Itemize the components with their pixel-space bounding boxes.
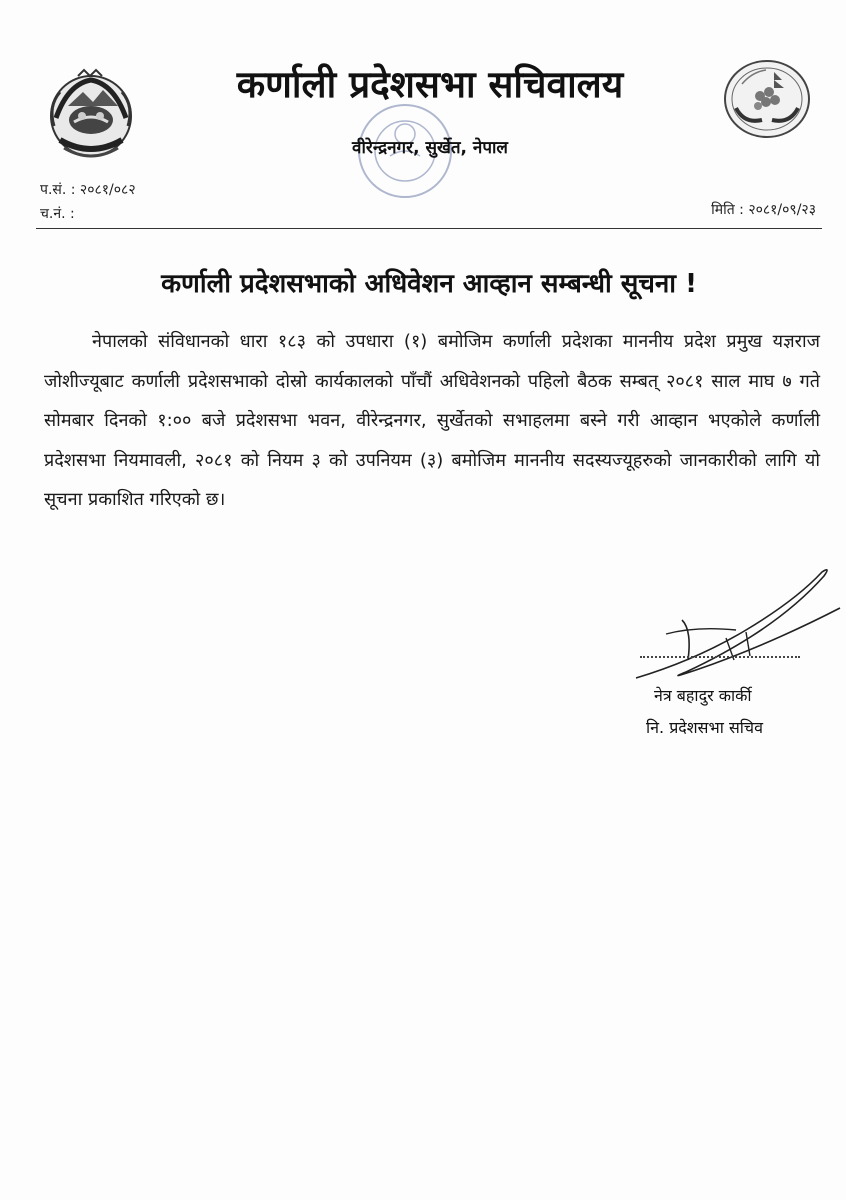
signatory-title: नि. प्रदेशसभा सचिव bbox=[646, 718, 763, 737]
nepal-government-emblem-icon bbox=[38, 66, 144, 166]
notice-date: मिति : २०८१/०९/२३ bbox=[711, 202, 816, 218]
notice-body: नेपालको संविधानको धारा १८३ को उपधारा (१) बमोजिम कर्णाली प्रदेशका माननीय प्रदेश प्रमुख यज्ञराज जोशीज्यूबाट कर्णाली प्रदेशसभाको दोस्रो कार्यकालको पाँचौं अधिवेशनको पहिलो बैठक सम्बत् २०८१ साल माघ ७ गते सोमबार दिनको १:०० बजे प्रदेशसभा भवन, वीरेन्द्रनगर, सुर्खेतको सभाहलमा बस्ने गरी आव्हान भएकोले कर्णाली प्रदेशसभा नियमावली, २०८१ को नियम ३ को उपनियम (३) बमोजिम माननीय सदस्यज्यूहरुको जानकारीको लागि यो सूचना प्रकाशित गरिएको छ। bbox=[44, 331, 820, 510]
office-address: वीरेन्द्रनगर, सुर्खेत, नेपाल bbox=[352, 138, 508, 158]
office-title: कर्णाली प्रदेशसभा सचिवालय bbox=[236, 63, 624, 106]
header-divider bbox=[36, 228, 822, 229]
chalani-number: च.नं. : bbox=[40, 206, 75, 222]
reference-block bbox=[40, 178, 136, 226]
handwritten-signature-icon bbox=[626, 560, 846, 690]
signatory-name: नेत्र बहादुर कार्की bbox=[654, 686, 752, 705]
pradesh-sabha-logo-icon bbox=[722, 58, 812, 140]
patra-sankhya: प.सं. : २०८१/०८२ bbox=[40, 182, 136, 198]
signature-line bbox=[640, 656, 800, 658]
notice-heading: कर्णाली प्रदेशसभाको अधिवेशन आव्हान सम्बन्धी सूचना ! bbox=[161, 269, 697, 299]
